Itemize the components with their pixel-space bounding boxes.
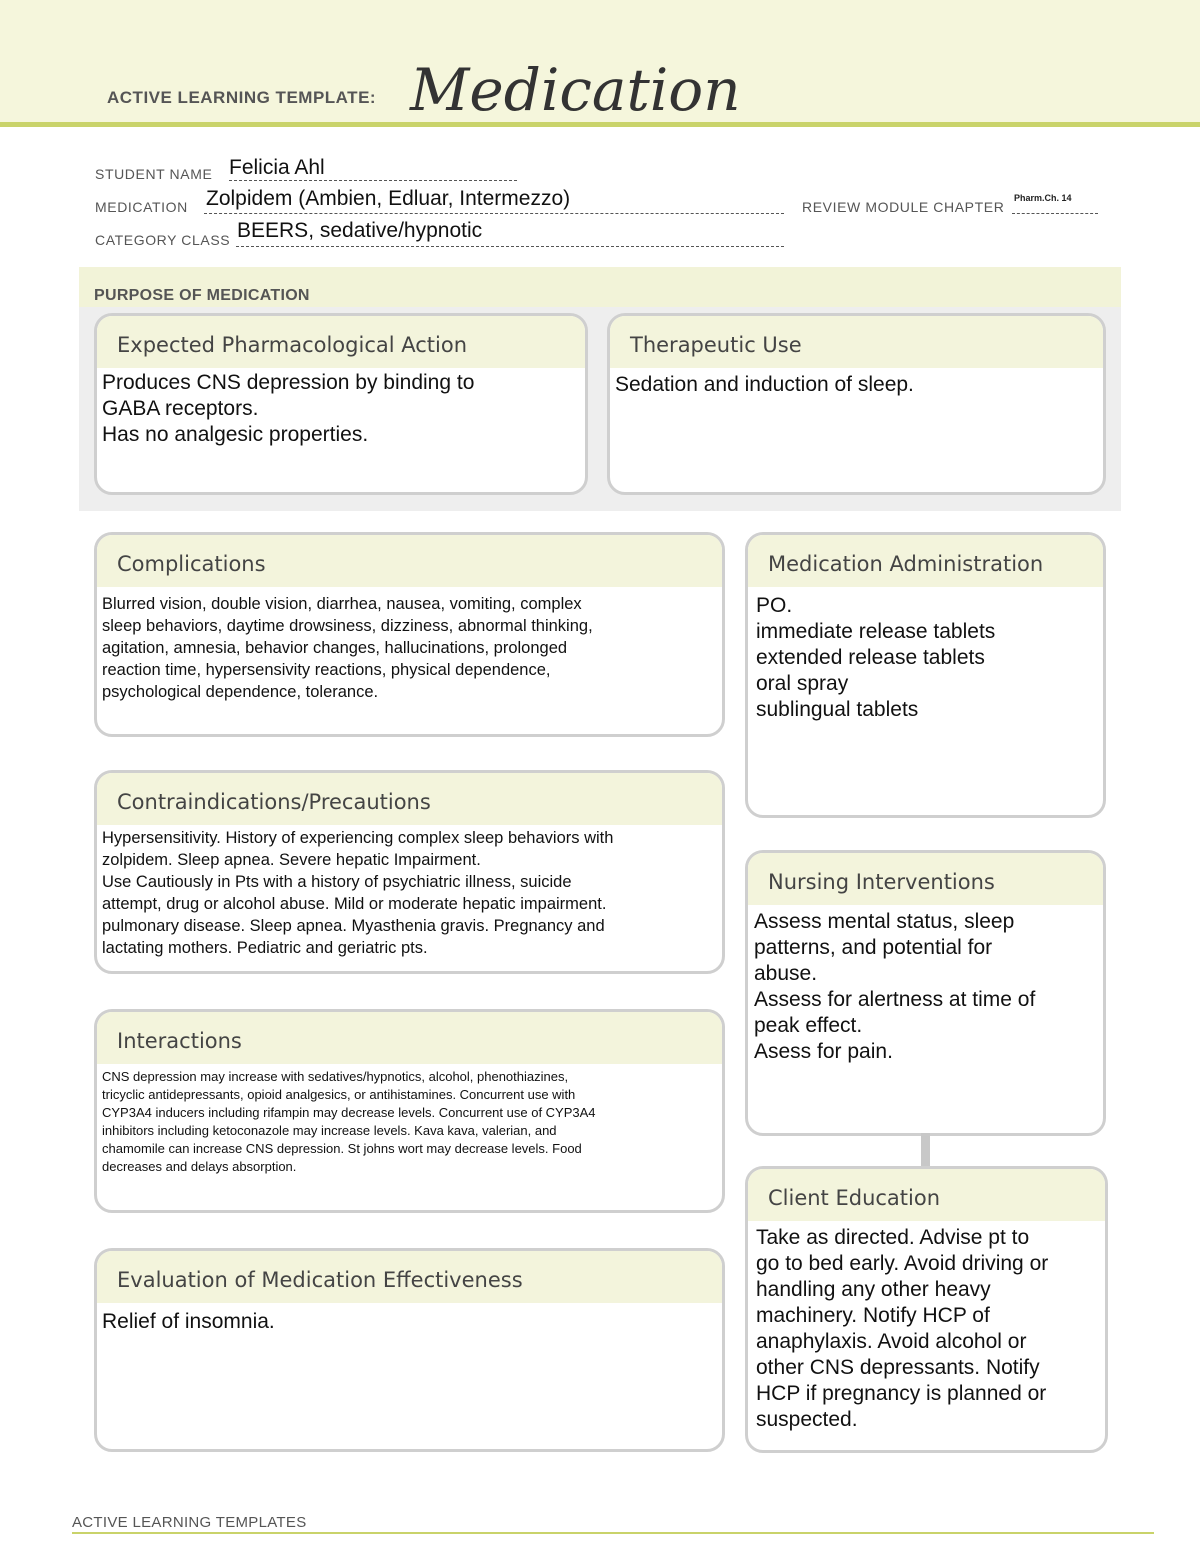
evaluation-box xyxy=(94,1248,725,1452)
contraindications-box xyxy=(94,770,725,974)
therapeutic-use-text[interactable]: Sedation and induction of sleep. xyxy=(615,373,914,396)
client-education-text[interactable]: Take as directed. Advise pt to go to bed early. Avoid driving or handling any other heavy machinery. Notify HCP of anaphylaxis. Avoid alcohol or other CNS depressants. Notify HCP if pregnancy is planned or suspected. xyxy=(756,1226,1049,1431)
administration-title: Medication Administration xyxy=(748,535,1103,587)
student-name-label: STUDENT NAME xyxy=(95,166,213,182)
nursing-text[interactable]: Assess mental status, sleep patterns, and potential for abuse. Assess for alertness at time of peak effect. Asess for pain. xyxy=(754,910,1036,1063)
page-title: Medication xyxy=(410,56,741,124)
footer-label: ACTIVE LEARNING TEMPLATES xyxy=(72,1514,307,1531)
interactions-box xyxy=(94,1009,725,1213)
footer-rule xyxy=(72,1532,1154,1534)
expected-action-box xyxy=(94,313,588,495)
complications-box xyxy=(94,532,725,737)
expected-action-title: Expected Pharmacological Action xyxy=(97,316,585,368)
purpose-label: PURPOSE OF MEDICATION xyxy=(94,287,310,304)
category-class-underline xyxy=(236,246,784,247)
medication-field[interactable]: Zolpidem (Ambien, Edluar, Intermezzo) xyxy=(206,187,571,210)
complications-text[interactable]: Blurred vision, double vision, diarrhea, nausea, vomiting, complex sleep behaviors, daytime drowsiness, dizziness, abnormal thinking, agitation, amnesia, behavior changes, hallucinations, prolonged reaction time, hypersensivity reactions, physical dependence, psychological dependence, tolerance. xyxy=(102,595,593,701)
evaluation-title: Evaluation of Medication Effectiveness xyxy=(97,1251,722,1303)
client-education-box xyxy=(745,1166,1108,1453)
box-connector xyxy=(921,1133,930,1166)
review-module-label: REVIEW MODULE CHAPTER xyxy=(802,199,1005,215)
medication-underline xyxy=(204,213,784,214)
therapeutic-use-box xyxy=(607,313,1106,495)
category-class-field[interactable]: BEERS, sedative/hypnotic xyxy=(237,219,483,242)
evaluation-text[interactable]: Relief of insomnia. xyxy=(102,1310,275,1333)
student-name-field[interactable]: Felicia Ahl xyxy=(229,156,325,179)
nursing-title: Nursing Interventions xyxy=(748,853,1103,905)
administration-text[interactable]: PO. immediate release tablets extended release tablets oral spray sublingual tablets xyxy=(756,594,996,721)
template-label: ACTIVE LEARNING TEMPLATE: xyxy=(107,88,377,107)
medication-label: MEDICATION xyxy=(95,199,188,215)
nursing-box xyxy=(745,850,1106,1136)
client-education-title: Client Education xyxy=(748,1169,1105,1221)
review-module-field[interactable]: Pharm.Ch. 14 xyxy=(1014,193,1072,203)
category-class-label: CATEGORY CLASS xyxy=(95,232,231,248)
student-name-underline xyxy=(229,180,517,181)
interactions-title: Interactions xyxy=(97,1012,722,1064)
contraindications-text[interactable]: Hypersensitivity. History of experiencing complex sleep behaviors with zolpidem. Sleep apnea. Severe hepatic Impairment. Use Cautiously in Pts with a history of psychiatric illness, suicide attempt, drug or alcohol abuse. Mild or moderate hepatic impairment. pulmonary disease. Sleep apnea. Myasthenia gravis. Pregnancy and lactating mothers. Pediatric and geriatric pts. xyxy=(102,829,614,957)
administration-box xyxy=(745,532,1106,818)
complications-title: Complications xyxy=(97,535,722,587)
review-module-underline xyxy=(1012,213,1098,214)
interactions-text[interactable]: CNS depression may increase with sedatives/hypnotics, alcohol, phenothiazines, tricyclic antidepressants, opioid analgesics, or antihistamines. Concurrent use with CYP3A4 inducers including rifampin may decrease levels. Concurrent use of CYP3A4 inhibitors including ketoconazole may increase levels. Kava kava, valerian, and chamomile can increase CNS depression. St johns wort may decrease levels. Food decreases and delays absorption. xyxy=(102,1069,596,1174)
therapeutic-use-title: Therapeutic Use xyxy=(610,316,1103,368)
expected-action-text[interactable]: Produces CNS depression by binding to GABA receptors. Has no analgesic properties. xyxy=(102,371,475,446)
contraindications-title: Contraindications/Precautions xyxy=(97,773,722,825)
